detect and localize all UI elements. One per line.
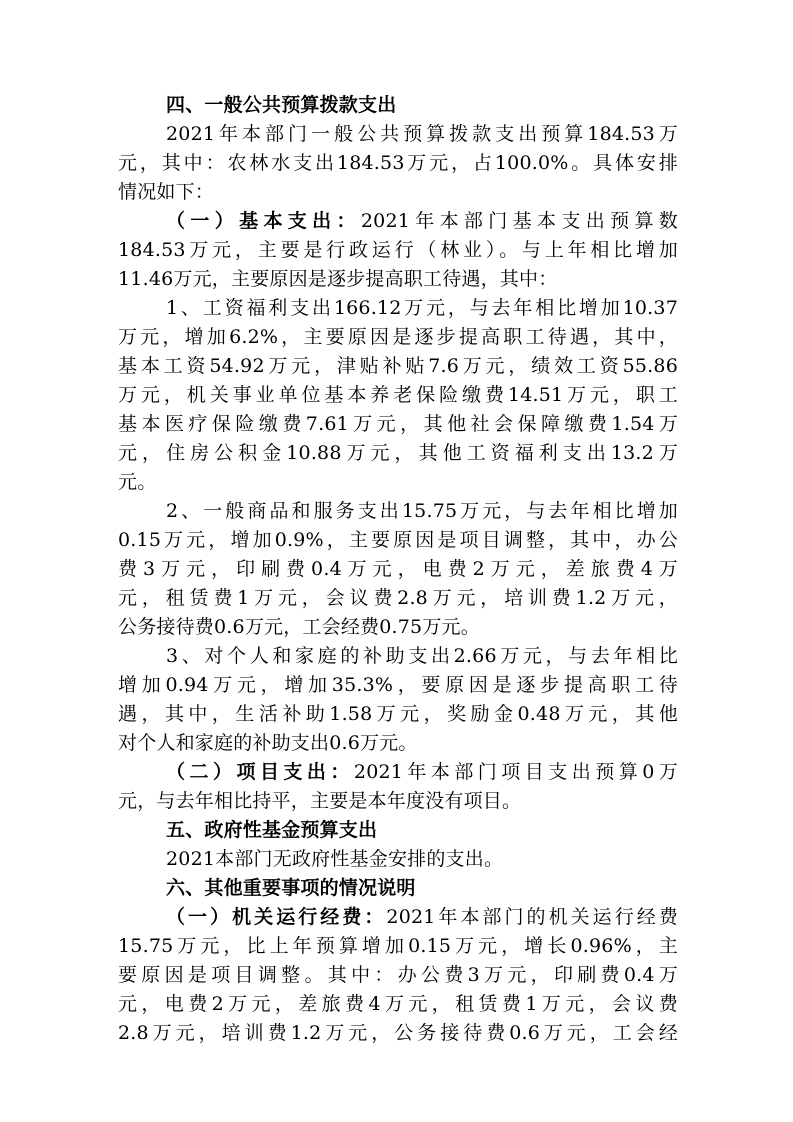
line-text: 2021年本部门项目支出预算0万 [353, 761, 678, 783]
text-line: 对个人和家庭的补助支出0.6万元。 [118, 732, 418, 754]
text-line: 3、对个人和家庭的补助支出2.66万元，与去年相比 [166, 645, 678, 667]
text-line: 元，租赁费1万元，会议费2.8万元，培训费1.2万元， [118, 587, 678, 609]
text-line: 元。 [118, 471, 157, 493]
text-line [166, 758, 678, 787]
text-line: 基本工资54.92万元，津贴补贴7.6万元，绩效工资55.86 [118, 355, 678, 377]
text-line: 2.8万元，培训费1.2万元，公务接待费0.6万元，工会经 [118, 1022, 678, 1044]
text-line: 2021年本部门一般公共预算拨款支出预算184.53万 [166, 123, 678, 145]
text-line: 15.75万元，比上年预算增加0.15万元，增长0.96%，主 [118, 935, 678, 957]
line-text: 2021年本部门的机关运行经费 [386, 906, 678, 928]
text-line: 184.53万元，主要是行政运行（林业）。与上年相比增加 [118, 239, 678, 261]
line-text: 2021年本部门基本支出预算数 [360, 210, 678, 232]
text-line: 万元，增加6.2%，主要原因是逐步提高职工待遇，其中， [118, 326, 678, 348]
text-line: 要原因是项目调整。其中：办公费3万元，印刷费0.4万 [118, 964, 678, 986]
text-line: 0.15万元，增加0.9%，主要原因是项目调整，其中，办公 [118, 529, 678, 551]
text-line: 元，与去年相比持平，主要是本年度没有项目。 [118, 790, 522, 812]
lead-label: （二）项目支出： [166, 761, 354, 783]
section-heading: 四、一般公共预算拨款支出 [166, 94, 397, 116]
text-line: 公务接待费0.6万元，工会经费0.75万元。 [118, 616, 480, 638]
section-heading: 五、政府性基金预算支出 [166, 819, 378, 841]
lead-label: （一）机关运行经费： [166, 906, 387, 928]
text-line [166, 903, 678, 932]
text-line: 万元，机关事业单位基本养老保险缴费14.51万元，职工 [118, 384, 678, 406]
lead-label: （一）基本支出： [166, 210, 361, 232]
text-line [166, 207, 678, 236]
text-line: 2021本部门无政府性基金安排的支出。 [166, 848, 504, 870]
text-line: 增加0.94万元，增加35.3%，要原因是逐步提高职工待 [118, 674, 678, 696]
text-line: 元，电费2万元，差旅费4万元，租赁费1万元，会议费 [118, 993, 678, 1015]
text-line: 元，住房公积金10.88万元，其他工资福利支出13.2万 [118, 442, 678, 464]
text-line: 元，其中：农林水支出184.53万元，占100.0%。具体安排 [118, 152, 678, 174]
text-line: 11.46万元，主要原因是逐步提高职工待遇，其中： [118, 268, 558, 290]
text-line: 费3万元，印刷费0.4万元，电费2万元，差旅费4万 [118, 558, 678, 580]
text-line: 情况如下： [118, 181, 215, 203]
text-line: 2、一般商品和服务支出15.75万元，与去年相比增加 [166, 500, 678, 522]
text-line: 遇，其中，生活补助1.58万元，奖励金0.48万元，其他 [118, 703, 678, 725]
text-line: 基本医疗保险缴费7.61万元，其他社会保障缴费1.54万 [118, 413, 678, 435]
section-heading: 六、其他重要事项的情况说明 [166, 877, 416, 899]
text-line: 1、工资福利支出166.12万元，与去年相比增加10.37 [166, 297, 678, 319]
